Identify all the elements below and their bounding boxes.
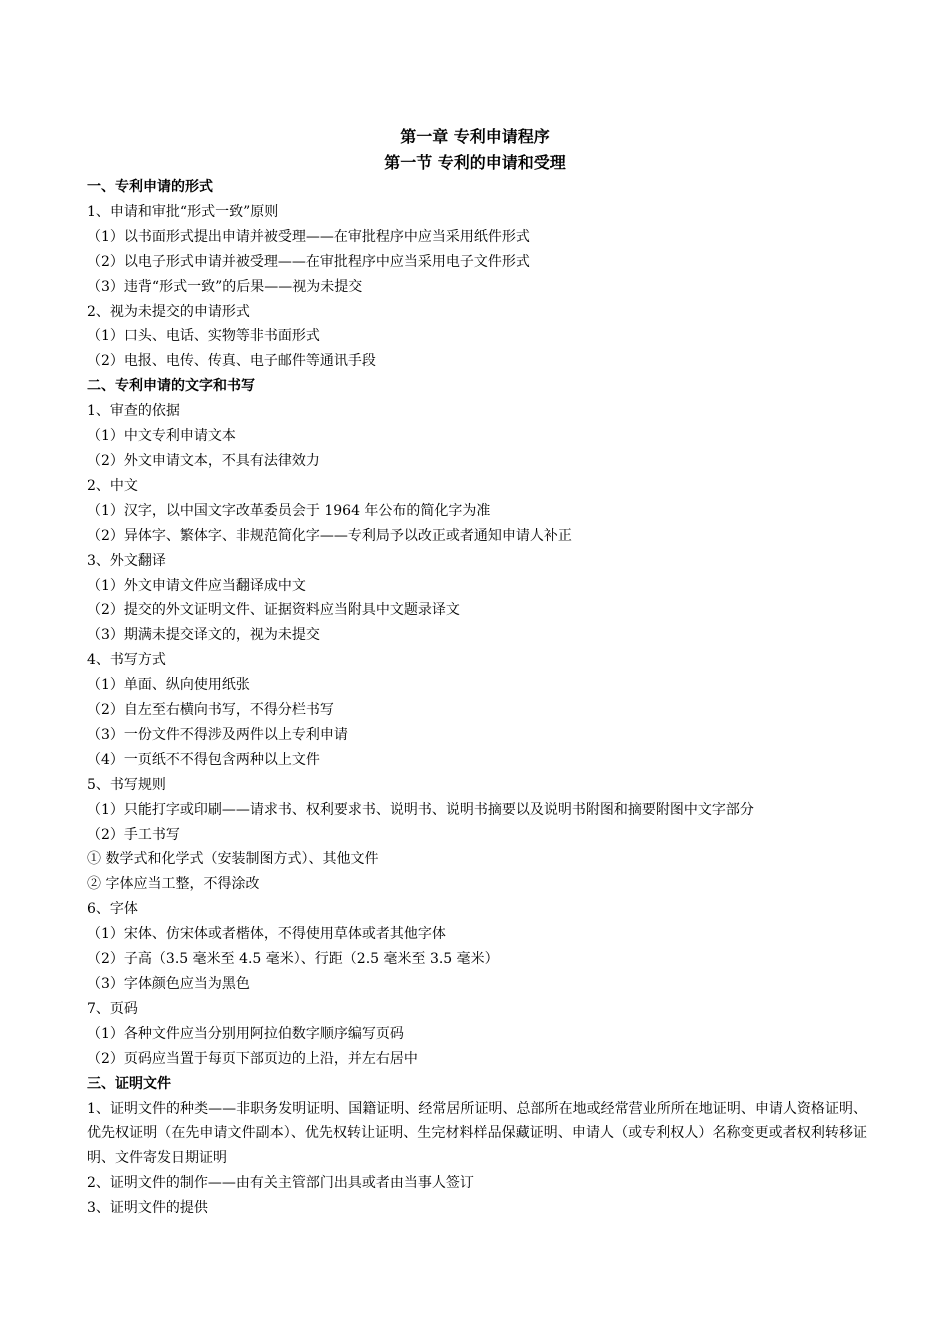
text-line: 1、证明文件的种类——非职务发明证明、国籍证明、经常居所证明、总部所在地或经常营业所所在地证明、申请人资格证明、优先权证明（在先申请文件副本）、优先权转让证明、生完材料样品保藏证明、申请人（或专利权人）名称变更或者权利转移证明、文件寄发日期证明 [87, 1100, 867, 1167]
text-line: （3）字体颜色应当为黑色 [87, 976, 250, 992]
text-line: ② 字体应当工整，不得涂改 [87, 876, 260, 893]
text-line: 1、申请和审批“形式一致”原则 [87, 203, 279, 220]
text-line: （1）口头、电话、实物等非书面形式 [87, 328, 320, 345]
text-line: （1）各种文件应当分别用阿拉伯数字顺序编写页码 [87, 1025, 404, 1042]
text-line: （2）自左至右横向书写，不得分栏书写 [87, 702, 334, 719]
text-line: （1）外文申请文件应当翻译成中文 [87, 577, 306, 594]
text-line: （1）汉字，以中国文字改革委员会于 1964 年公布的简化字为准 [87, 502, 491, 519]
text-line: （2）以电子形式申请并被受理——在审批程序中应当采用电子文件形式 [87, 253, 530, 270]
text-line: 3、外文翻译 [87, 552, 166, 569]
text-line: 6、字体 [87, 901, 138, 918]
section-heading: 一、专利申请的形式 [87, 179, 213, 195]
section-heading: 三、证明文件 [87, 1075, 171, 1092]
text-line: 2、中文 [87, 477, 138, 494]
text-line: 7、页码 [87, 1000, 138, 1017]
text-line: 5、书写规则 [87, 776, 166, 793]
text-line: （3）违背“形式一致”的后果——视为未提交 [87, 278, 363, 295]
text-line: 4、书写方式 [87, 652, 166, 669]
section-heading: 二、专利申请的文字和书写 [87, 378, 255, 395]
text-line: 2、视为未提交的申请形式 [87, 303, 250, 320]
text-line: （3）一份文件不得涉及两件以上专利申请 [87, 726, 348, 743]
chapter-title: 第一章 专利申请程序 [400, 127, 550, 146]
text-line: （1）以书面形式提出申请并被受理——在审批程序中应当采用纸件形式 [87, 228, 530, 245]
text-line: （3）期满未提交译文的，视为未提交 [87, 627, 320, 644]
text-line: （2）提交的外文证明文件、证据资料应当附具中文题录译文 [87, 602, 460, 619]
text-line: （1）中文专利申请文本 [87, 428, 236, 445]
text-line: （1）宋体、仿宋体或者楷体，不得使用草体或者其他字体 [87, 926, 446, 943]
title-block [0, 124, 950, 176]
text-line: （1）只能打字或印刷——请求书、权利要求书、说明书、说明书摘要以及说明书附图和摘要附图中文字部分 [87, 801, 754, 818]
text-line: 3、证明文件的提供 [87, 1200, 208, 1217]
section-title: 第一节 专利的申请和受理 [384, 153, 566, 172]
document-body [87, 175, 867, 1221]
text-line: （2）子高（3.5 毫米至 4.5 毫米）、行距（2.5 毫米至 3.5 毫米） [87, 951, 499, 968]
text-line: （2）页码应当置于每页下部页边的上沿，并左右居中 [87, 1050, 418, 1067]
text-line: 1、审查的依据 [87, 403, 180, 420]
text-line: （2）手工书写 [87, 826, 180, 843]
text-line: （2）电报、电传、传真、电子邮件等通讯手段 [87, 353, 376, 370]
text-line: （2）异体字、繁体字、非规范简化字——专利局予以改正或者通知申请人补正 [87, 527, 572, 544]
text-line: （2）外文申请文本，不具有法律效力 [87, 452, 320, 469]
text-line: 2、证明文件的制作——由有关主管部门出具或者由当事人签订 [87, 1175, 474, 1192]
text-line: （4）一页纸不不得包含两种以上文件 [87, 751, 320, 768]
text-line: ① 数学式和化学式（安装制图方式）、其他文件 [87, 851, 379, 868]
text-line: （1）单面、纵向使用纸张 [87, 677, 250, 694]
